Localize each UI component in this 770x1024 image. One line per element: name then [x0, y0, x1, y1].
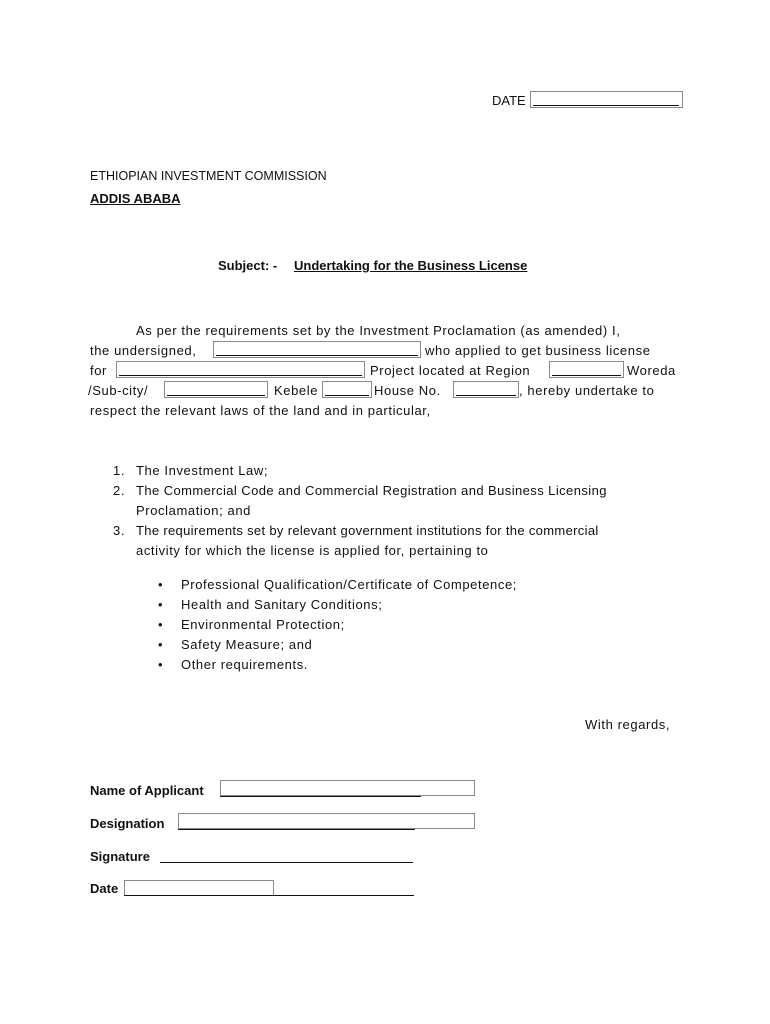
body-line-4c: House No.: [374, 383, 441, 398]
bullet-item: Environmental Protection;: [181, 617, 345, 632]
date-label: DATE: [492, 93, 526, 108]
house-no-underline: [456, 395, 516, 396]
designation-field[interactable]: [178, 813, 475, 829]
list-item: The Commercial Code and Commercial Registration and Business Licensing: [136, 483, 607, 498]
bullet-item: Safety Measure; and: [181, 637, 313, 652]
list-item-continuation: activity for which the license is applied for, pertaining to: [136, 543, 489, 558]
recipient-city: ADDIS ABABA: [90, 191, 181, 206]
body-line-2b: who applied to get business license: [425, 343, 651, 358]
date-footer-field[interactable]: [124, 880, 274, 896]
body-line-4a: /Sub-city/: [88, 383, 149, 398]
date-underline: [533, 105, 679, 106]
list-number: 2.: [113, 483, 126, 498]
body-line-3c: Woreda: [627, 363, 676, 378]
body-line-1: As per the requirements set by the Investment Proclamation (as amended) I,: [136, 323, 621, 338]
signature-line[interactable]: [160, 862, 413, 863]
bullet-icon: •: [158, 657, 163, 672]
body-line-4d: , hereby undertake to: [519, 383, 655, 398]
recipient-org: ETHIOPIAN INVESTMENT COMMISSION: [90, 169, 327, 183]
body-line-4b: Kebele: [274, 383, 319, 398]
kebele-underline: [325, 395, 369, 396]
bullet-icon: •: [158, 637, 163, 652]
region-underline: [552, 375, 621, 376]
subcity-underline: [167, 395, 265, 396]
body-line-3b: Project located at Region: [370, 363, 531, 378]
name-underline: [220, 796, 421, 797]
list-item: The Investment Law;: [136, 463, 269, 478]
name-of-applicant-label: Name of Applicant: [90, 783, 204, 798]
bullet-icon: •: [158, 597, 163, 612]
closing-text: With regards,: [585, 717, 671, 732]
designation-label: Designation: [90, 816, 165, 831]
bullet-icon: •: [158, 617, 163, 632]
name-of-applicant-field[interactable]: [220, 780, 475, 796]
date-footer-underline: [124, 895, 414, 896]
designation-underline: [178, 829, 415, 830]
list-item: The requirements set by relevant government institutions for the commercial: [136, 523, 599, 538]
list-number: 1.: [113, 463, 126, 478]
bullet-item: Health and Sanitary Conditions;: [181, 597, 383, 612]
bullet-item: Professional Qualification/Certificate of Competence;: [181, 577, 518, 592]
list-item-continuation: Proclamation; and: [136, 503, 251, 518]
body-line-5: respect the relevant laws of the land and in particular,: [90, 403, 431, 418]
bullet-icon: •: [158, 577, 163, 592]
signature-label: Signature: [90, 849, 150, 864]
body-line-2a: the undersigned,: [90, 343, 197, 358]
subject-title: Undertaking for the Business License: [294, 258, 528, 273]
bullet-item: Other requirements.: [181, 657, 309, 672]
undersigned-underline: [216, 355, 418, 356]
body-line-3a: for: [90, 363, 107, 378]
list-number: 3.: [113, 523, 126, 538]
date-footer-label: Date: [90, 881, 119, 896]
subject-prefix: Subject: -: [218, 258, 278, 273]
project-underline: [119, 375, 362, 376]
